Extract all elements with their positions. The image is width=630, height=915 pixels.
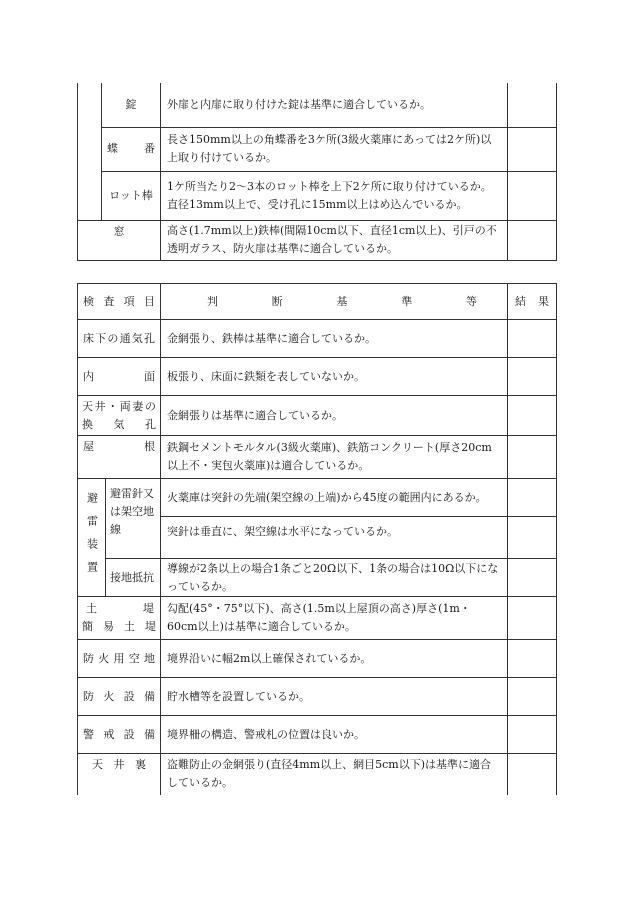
upper-inspection-table: [77, 83, 557, 261]
table-row: [78, 83, 557, 127]
criteria-cell: 鉄鋼セメントモルタル(3級火薬庫)、鉄筋コンクリート(厚さ20cm以上不・実包火薬庫)は適合しているか。: [161, 436, 508, 479]
result-cell: [508, 127, 557, 171]
table-row: [78, 479, 557, 517]
criteria-cell: 境界沿いに幅2m以上確保されているか。: [161, 640, 508, 678]
criteria-cell: 外扉と内扉に取り付けた錠は基準に適合しているか。: [161, 83, 508, 127]
result-cell: [508, 754, 557, 795]
result-cell: [508, 83, 557, 127]
criteria-cell: 長さ150mm以上の角蝶番を3ケ所(3級火薬庫にあっては2ケ所)以上取り付けているか。: [161, 127, 508, 171]
ground-resistance-label: 接地抵抗: [106, 559, 161, 597]
table-row: [78, 754, 557, 795]
item-cell: 警戒設備: [78, 716, 161, 754]
result-cell: [508, 678, 557, 716]
item-cell: 防火用空地: [78, 640, 161, 678]
item-cell: 錠: [102, 83, 161, 127]
criteria-cell: 突針は垂直に、架空線は水平になっているか。: [161, 517, 508, 559]
table-row: [78, 597, 557, 640]
lightning-group-label: 避雷装置: [85, 491, 99, 584]
result-cell: [508, 171, 557, 220]
result-cell: [508, 396, 557, 436]
item-cell: 蝶 番: [102, 127, 161, 171]
criteria-cell: 盗難防止の金網張り(直径4mm以上、網目5cm以下)は基準に適合しているか。: [161, 754, 508, 795]
item-cell: [78, 597, 161, 640]
table-row: [78, 127, 557, 171]
item-cell: ロット棒: [102, 171, 161, 220]
result-cell: [508, 320, 557, 358]
table-row: [78, 640, 557, 678]
header-row: [78, 284, 557, 320]
result-cell: [508, 479, 557, 517]
table-row: [78, 220, 557, 260]
table-row: [78, 716, 557, 754]
table-row: [78, 358, 557, 396]
item-cell: 窓: [78, 220, 161, 260]
criteria-cell: 火薬庫は突針の先端(架空線の上端)から45度の範囲内にあるか。: [161, 479, 508, 517]
result-cell: [508, 220, 557, 260]
header-item: 検査項目: [78, 284, 161, 320]
item-cell: 屋根: [78, 436, 161, 479]
criteria-cell: 導線が2条以上の場合1条ごと20Ω以下、1条の場合は10Ω以下になっているか。: [161, 559, 508, 597]
criteria-cell: 金網張り、鉄棒は基準に適合しているか。: [161, 320, 508, 358]
table-row: [78, 320, 557, 358]
criteria-cell: 境界柵の構造、警戒札の位置は良いか。: [161, 716, 508, 754]
item-cell: 床下の通気孔: [78, 320, 161, 358]
continued-group-cell: [78, 83, 102, 220]
item-cell: 天井裏: [78, 754, 161, 795]
result-cell: [508, 597, 557, 640]
result-cell: [508, 716, 557, 754]
criteria-cell: 1ケ所当たり2～3本のロット棒を上下2ケ所に取り付けているか。直径13mm以上で、受け孔に15mm以上はめ込んでいるか。: [161, 171, 508, 220]
lightning-group-cell: [78, 479, 106, 597]
result-cell: [508, 517, 557, 559]
table-row: [78, 396, 557, 436]
result-cell: [508, 559, 557, 597]
lightning-rod-label: 避雷針又は架空地線: [106, 479, 161, 559]
item-cell: 防火設備: [78, 678, 161, 716]
item-line-2: 換気孔: [82, 417, 156, 431]
result-cell: [508, 358, 557, 396]
table-row: [78, 171, 557, 220]
item-line-2: 簡易土堤: [82, 620, 156, 633]
item-line-1: 天井・両妻の: [82, 399, 156, 413]
item-cell: [78, 396, 161, 436]
lower-inspection-table: [77, 283, 557, 795]
table-row: [78, 678, 557, 716]
criteria-cell: 金網張りは基準に適合しているか。: [161, 396, 508, 436]
item-cell: 内面: [78, 358, 161, 396]
criteria-cell: 勾配(45°・75°以下)、高さ(1.5m以上屋頂の高さ)厚さ(1m・60cm以上)は基準に適合しているか。: [161, 597, 508, 640]
item-line-1: 土堤: [86, 602, 154, 615]
table-row: [78, 559, 557, 597]
result-cell: [508, 640, 557, 678]
criteria-cell: 貯水槽等を設置しているか。: [161, 678, 508, 716]
result-cell: [508, 436, 557, 479]
header-result: 結果: [508, 284, 557, 320]
criteria-cell: 板張り、床面に鉄類を表していないか。: [161, 358, 508, 396]
table-row: [78, 436, 557, 479]
criteria-cell: 高さ(1.7mm以上)鉄棒(間隔10cm以下、直径1cm以上)、引戸の不透明ガラス、防火扉は基準に適合しているか。: [161, 220, 508, 260]
header-criteria: 判断基準等: [161, 284, 508, 320]
